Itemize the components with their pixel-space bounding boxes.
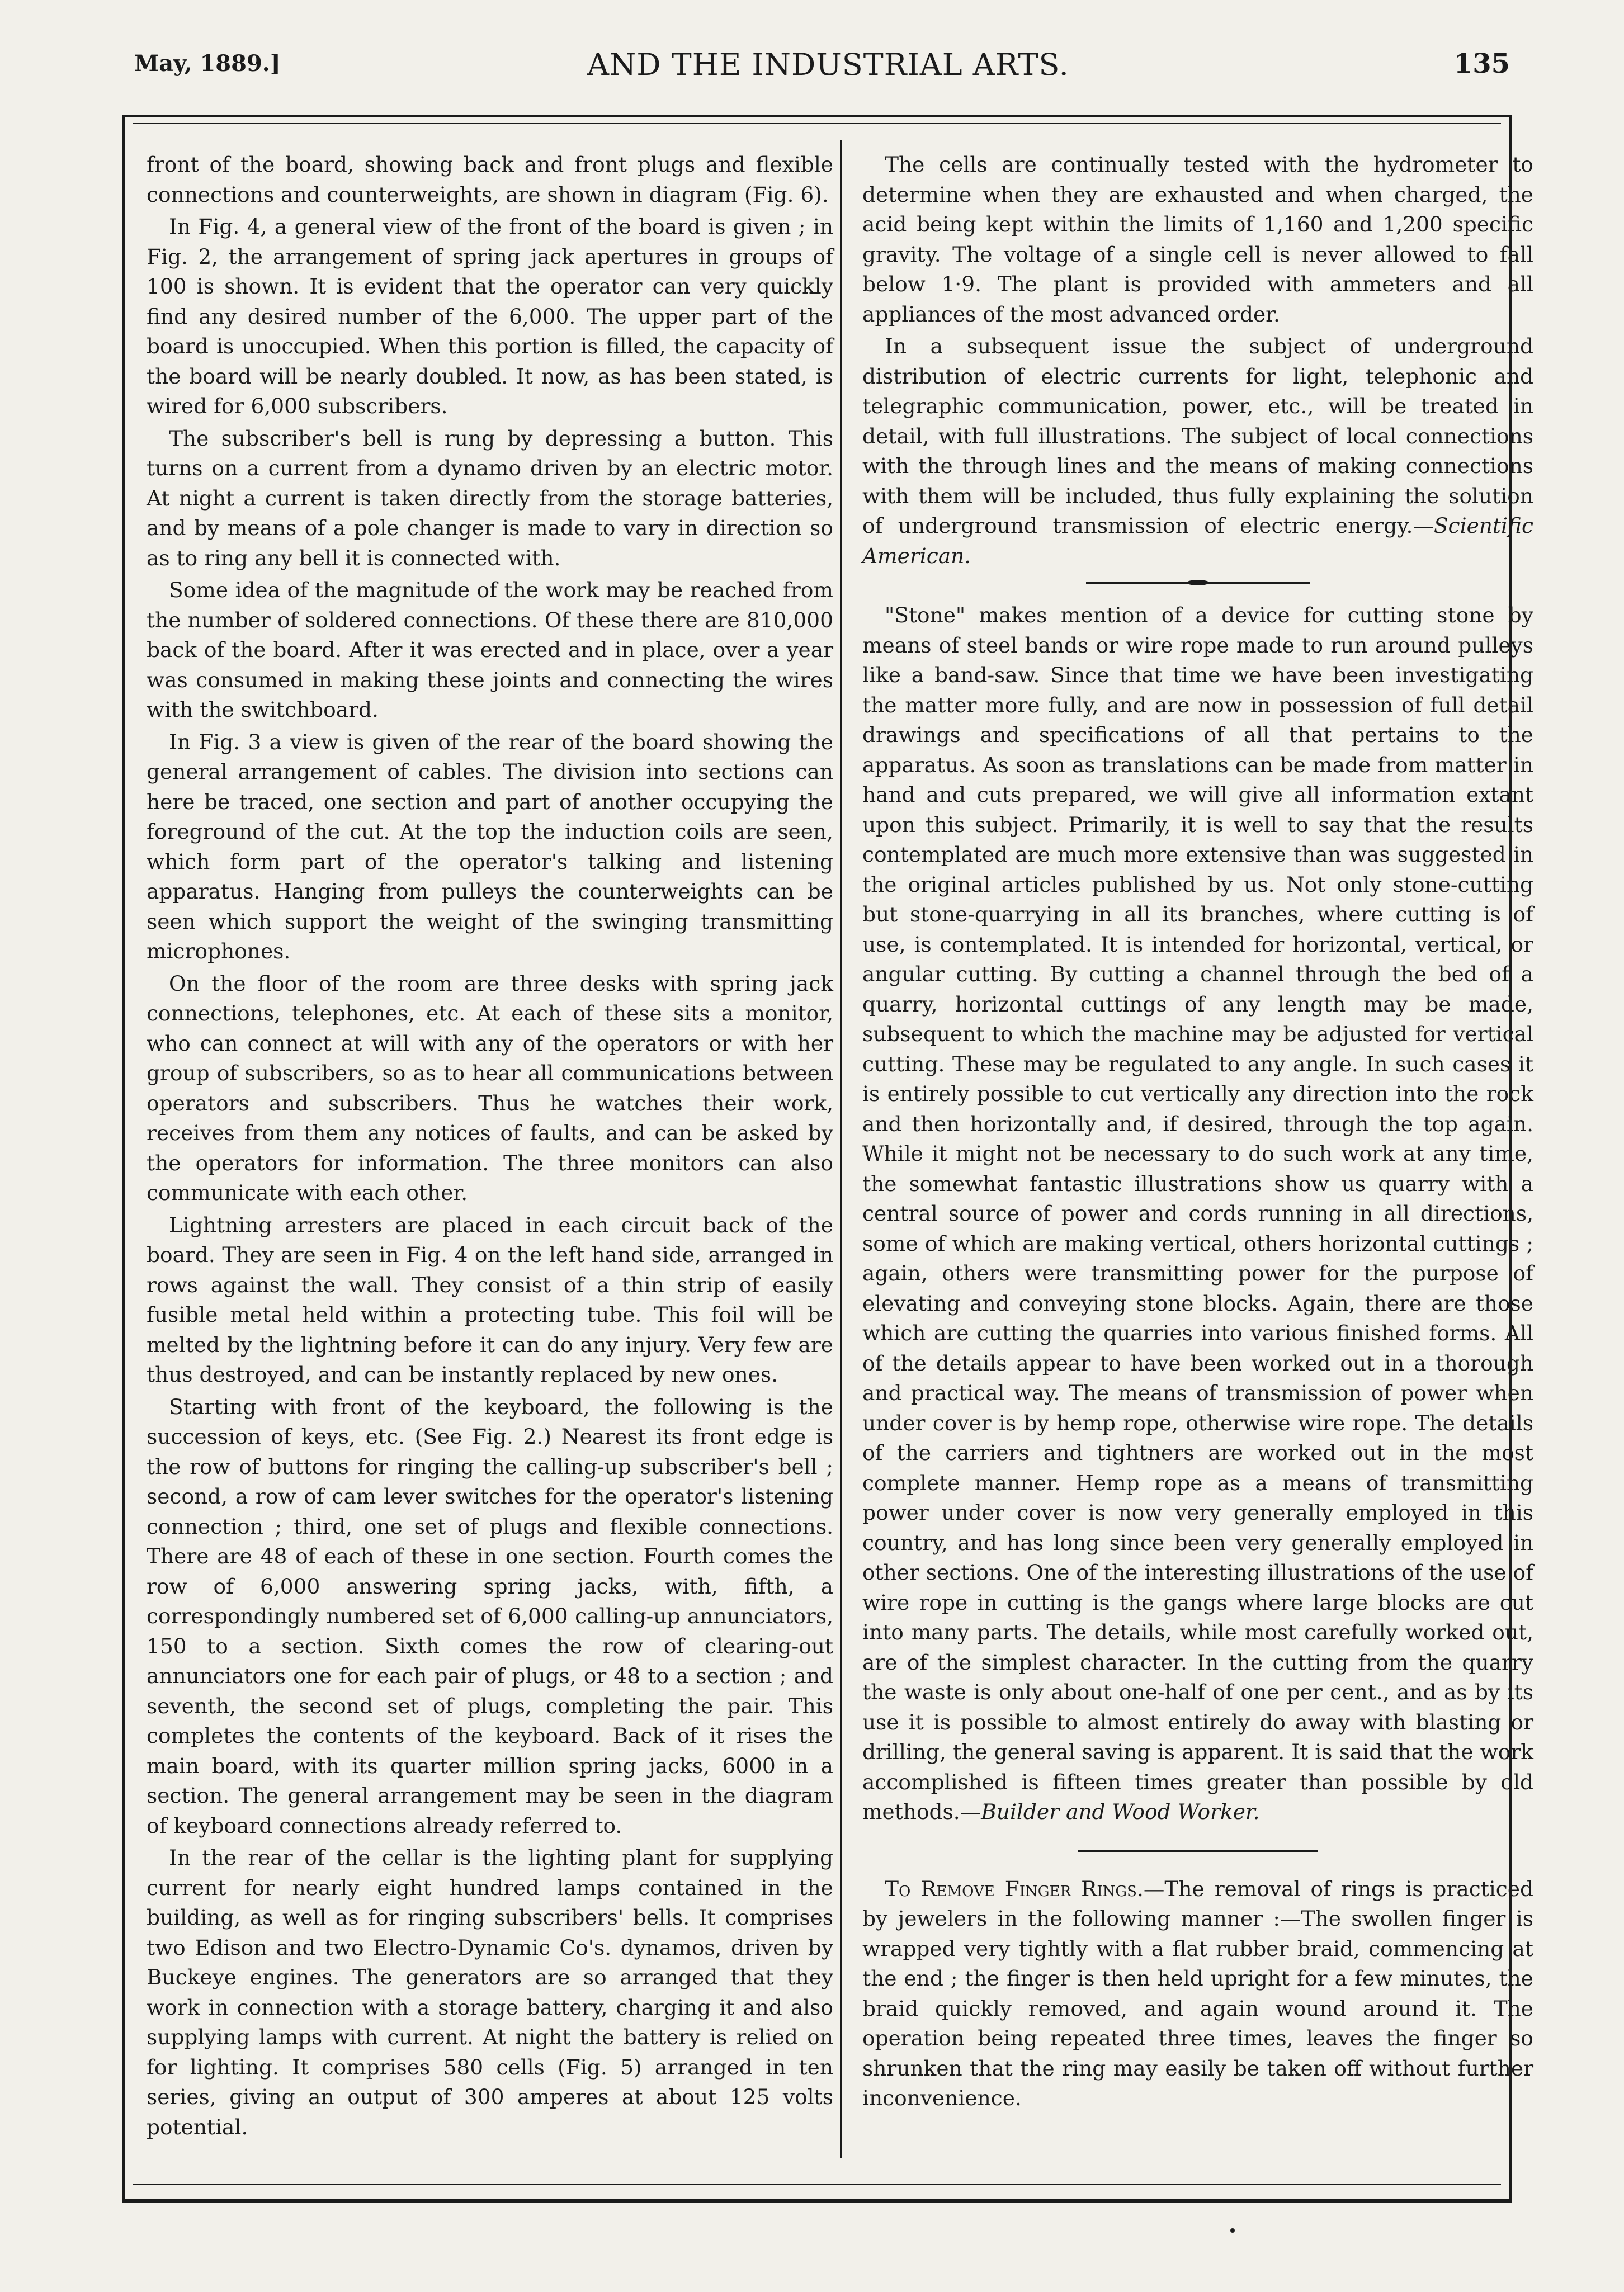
left-paragraph-3: The subscriber's bell is rung by depressing a button. This turns on a current from a dynamo driven by an electric motor. At night a current is taken directly from the storage batteries, and by means of a pole changer is made to vary in direction so as to ring any bell it is connected with. [147, 426, 833, 570]
cells-paragraph: The cells are continually tested with the hydrometer to determine when they are exhausted and when charged, the acid being kept within the limits of 1,160 and 1,200 specific gravity. The voltage of a single cell is never allowed to fall below 1·9. The plant is provided with ammeters and all appliances of the most advanced order. [862, 152, 1533, 327]
left-paragraph-1: front of the board, showing back and front plugs and flexible connections and counterweights, are shown in diagram (Fig. 6). [147, 152, 833, 207]
column-divider [840, 140, 842, 2158]
print-speck [1230, 2228, 1235, 2233]
finger-rings-text: —The removal of rings is practiced by jewelers in the following manner :—The swollen finger is wrapped very tightly with a flat rubber braid, commencing at the end ; the finger is then held upright for a few minutes, the braid quickly removed, and again wound around it. The operation being repeated three times, leaves the finger so shrunken that the ring may easily be taken off without further inconvenience. [862, 1876, 1533, 2110]
page-header [134, 39, 1510, 95]
page-number: 135 [1453, 48, 1510, 79]
frame-inner-rule-top [133, 123, 1501, 124]
stone-cutting-paragraph [862, 601, 1533, 1827]
finger-rings-heading: To Remove Finger Rings. [885, 1876, 1144, 1901]
left-paragraph-2: In Fig. 4, a general view of the front of the board is given ; in Fig. 2, the arrangement of spring jack apertures in groups of 100 is shown. It is evident that the operator can very quickly find any desired number of the 6,000. The upper part of the board is unoccupied. When this portion is filled, the capacity of the board will be nearly doubled. It now, as has been stated, is wired for 6,000 subscribers. [147, 214, 833, 418]
ornamental-separator [1086, 582, 1310, 584]
stone-cutting-text: "Stone" makes mention of a device for cutting stone by means of steel bands or wire rope made to run around pulleys like a band-saw. Since that time we have been investigating the matter more fully, and are now in possession of full detail drawings and specifications of all that pertains to the apparatus. As soon as translations can be made from matter in hand and cuts prepared, we will give all information extant upon this subject. Primarily, it is well to say that the results contemplated are much more extensive than was suggested in the original articles published by us. Not only stone-cutting but stone-quarrying in all its branches, where cutting is of use, is contemplated. It is intended for horizontal, vertical, or angular cutting. By cutting a channel through the bed of a quarry, horizontal cuttings of any length may be made, subsequent to which the machine may be adjusted for vertical cutting. These may be regulated to any angle. In such cases it is entirely possible to cut vertically any direction into the rock and then horizontally and, if desired, through the top again. While it might not be necessary to do such work at any time, the somewhat fantastic illustrations show us quarry with a central source of power and cords running in all directions, some of which are making vertical, others horizontal cuttings ; again, others were transmitting power for the purpose of elevating and conveying stone blocks. Again, there are those which are cutting the quarries into various finished forms. All of the details appear to have been worked out in a thorough and practical way. The means of transmission of power when under cover is by hemp rope, otherwise wire rope. The details of the carriers and tightners are worked out in the most complete manner. Hemp rope as a means of transmitting power under cover is now very generally employed in this country, and has long since been very generally employed in other sections. One of the interesting illustrations of the use of wire rope in cutting is the gangs where large blocks are cut into many parts. The details, while most carefully worked out, are of the simplest character. In the cutting from the quarry the waste is only about one-half of one per cent., and as by its use it is possible to almost entirely do away with blasting or drilling, the general saving is apparent. It is said that the work accomplished is fifteen times greater than possible by old methods.— [862, 603, 1533, 1824]
source-scientific-american: Scientific American. [862, 513, 1533, 568]
running-title: AND THE INDUSTRIAL ARTS. [587, 47, 1069, 82]
left-paragraph-7: Lightning arresters are placed in each circuit back of the board. They are seen in Fig. 4 on the left hand side, arranged in rows against the wall. They consist of a thin strip of easily fusible metal held within a protecting tube. This foil will be melted by the lightning before it can do any injury. Very few are thus destroyed, and can be instantly replaced by new ones. [147, 1212, 833, 1387]
left-paragraph-5: In Fig. 3 a view is given of the rear of the board showing the general arrangement of cables. The division into sections can here be traced, one section and part of another occupying the foreground of the cut. At the top the induction coils are seen, which form part of the operator's talking and listening apparatus. Hanging from pulleys the counterweights can be seen which support the weight of the swinging transmitting microphones. [147, 729, 833, 963]
left-paragraph-4: Some idea of the magnitude of the work may be reached from the number of soldered connections. Of these there are 810,000 back of the board. After it was erected and in place, over a year was consumed in making these joints and connecting the wires with the switchboard. [147, 578, 833, 722]
source-builder-wood-worker: Builder and Wood Worker. [981, 1799, 1260, 1824]
right-column [862, 150, 1533, 2114]
subsequent-issue-paragraph [862, 332, 1533, 571]
left-paragraph-8: Starting with front of the keyboard, the following is the succession of keys, etc. (See Fig. 2.) Nearest its front edge is the row of buttons for ringing the calling-up subscriber's bell ; second, a row of cam lever switches for the operator's listening connection ; third, one set of plugs and flexible connections. There are 48 of each of these in one section. Fourth comes the row of 6,000 answering spring jacks, with, fifth, a correspondingly numbered set of 6,000 calling-up annunciators, 150 to a section. Sixth comes the row of clearing-out annunciators one for each pair of plugs, or 48 to a section ; and seventh, the second set of plugs, completing the pair. This completes the contents of the keyboard. Back of it rises the main board, with its quarter million spring jacks, 6000 in a section. The general arrangement may be seen in the diagram of keyboard connections already referred to. [147, 1394, 833, 1838]
article-separator [1078, 1850, 1318, 1852]
left-paragraph-6: On the floor of the room are three desks with spring jack connections, telephones, etc. At each of these sits a monitor, who can connect at will with any of the operators or with her group of subscribers, so as to hear all communications between operators and subscribers. Thus he watches their work, receives from them any notices of faults, and can be asked by the operators for information. The three monitors can also communicate with each other. [147, 971, 833, 1205]
left-column [147, 150, 833, 2142]
finger-rings-paragraph [862, 1874, 1533, 2114]
left-paragraph-9: In the rear of the cellar is the lighting plant for supplying current for nearly eight hundred lamps contained in the building, as well as for ringing subscribers' bells. It comprises two Edison and two Electro-Dynamic Co's. dynamos, driven by Buckeye engines. The generators are so arranged that they work in connection with a storage battery, charging it and also supplying lamps with current. At night the battery is relied on for lighting. It comprises 580 cells (Fig. 5) arranged in ten series, giving an output of 300 amperes at about 125 volts potential. [147, 1845, 833, 2139]
subsequent-issue-text: In a subsequent issue the subject of underground distribution of electric currents for light, telephonic and telegraphic communication, power, etc., will be treated in detail, with full illustrations. The subject of local connections with the through lines and the means of making connections with them will be included, thus fully explaining the solution of underground transmission of electric energy.— [862, 334, 1533, 538]
frame-inner-rule-bottom [133, 2184, 1501, 2185]
issue-date: May, 1889.] [134, 50, 281, 77]
